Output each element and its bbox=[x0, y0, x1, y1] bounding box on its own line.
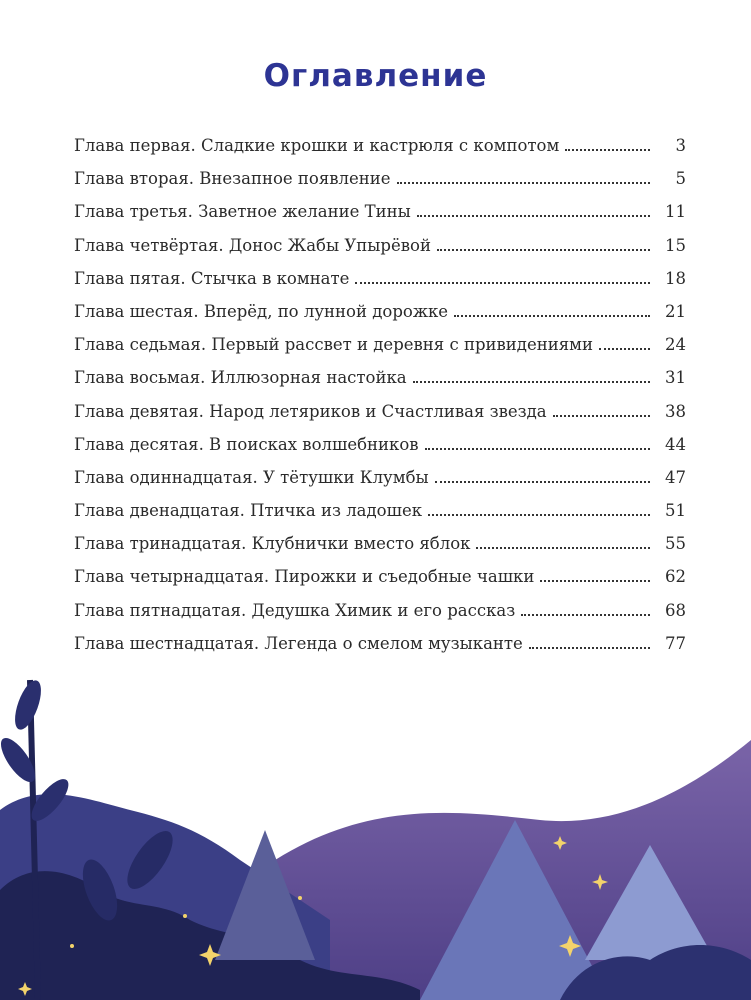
dot-leader bbox=[397, 180, 650, 184]
toc-page-number: 11 bbox=[665, 202, 686, 222]
star bbox=[183, 914, 187, 918]
toc-entry-title: Глава пятнадцатая. Дедушка Химик и его рассказ bbox=[74, 600, 516, 620]
dot-leader bbox=[553, 413, 650, 417]
dot-leader bbox=[565, 147, 650, 151]
toc-entry[interactable] bbox=[74, 534, 686, 567]
toc-entry-title: Глава девятая. Народ летяриков и Счастливая звезда bbox=[74, 401, 547, 421]
toc-entry[interactable] bbox=[74, 169, 686, 202]
toc-entry[interactable] bbox=[74, 302, 686, 335]
dot-leader bbox=[454, 313, 650, 317]
toc-entry-title: Глава пятая. Стычка в комнате bbox=[74, 268, 350, 288]
dot-leader bbox=[540, 578, 650, 582]
toc-page-number: 31 bbox=[665, 368, 686, 388]
dot-leader bbox=[521, 612, 650, 616]
toc-entry[interactable] bbox=[74, 468, 686, 501]
toc-page-number: 24 bbox=[665, 335, 686, 355]
toc-page-number: 62 bbox=[665, 567, 686, 587]
toc-entry[interactable] bbox=[74, 402, 686, 435]
toc-page-number: 55 bbox=[665, 534, 686, 554]
toc-entry-title: Глава третья. Заветное желание Тины bbox=[74, 202, 411, 222]
toc-entry-title: Глава шестая. Вперёд, по лунной дорожке bbox=[74, 301, 449, 321]
toc-page-number: 5 bbox=[675, 169, 686, 189]
toc-entry[interactable] bbox=[74, 269, 686, 302]
dot-leader bbox=[425, 446, 650, 450]
toc-page-number: 15 bbox=[665, 235, 686, 255]
toc-page-number: 3 bbox=[675, 136, 686, 155]
toc-entry[interactable] bbox=[74, 501, 686, 534]
toc-entry[interactable] bbox=[74, 136, 686, 169]
toc-page-number: 44 bbox=[665, 434, 686, 454]
toc-entry-title: Глава одиннадцатая. У тётушки Клумбы bbox=[74, 467, 429, 487]
toc-page-number: 18 bbox=[665, 268, 686, 288]
toc-page-number: 77 bbox=[665, 633, 686, 653]
toc-page-number: 21 bbox=[665, 301, 686, 321]
toc-entry-title: Глава седьмая. Первый рассвет и деревня с привидениями bbox=[74, 335, 593, 355]
page-title: Оглавление bbox=[263, 58, 488, 94]
toc-page-number: 68 bbox=[665, 600, 686, 620]
toc-entry-title: Глава тринадцатая. Клубнички вместо яблок bbox=[74, 534, 471, 554]
table-of-contents bbox=[74, 136, 686, 667]
toc-page-number: 47 bbox=[665, 467, 686, 487]
toc-entry[interactable] bbox=[74, 335, 686, 368]
toc-entry[interactable] bbox=[74, 202, 686, 235]
leaf bbox=[10, 677, 47, 733]
toc-entry[interactable] bbox=[74, 601, 686, 634]
toc-entry[interactable] bbox=[74, 435, 686, 468]
toc-entry-title: Глава десятая. В поисках волшебников bbox=[74, 434, 419, 454]
dot-leader bbox=[355, 280, 650, 284]
toc-entry-title: Глава шестнадцатая. Легенда о смелом музыканте bbox=[74, 633, 523, 653]
star bbox=[70, 944, 74, 948]
dot-leader bbox=[428, 512, 650, 516]
night-landscape-illustration bbox=[0, 660, 751, 1000]
toc-entry-title: Глава первая. Сладкие крошки и кастрюля с компотом bbox=[74, 136, 560, 155]
dot-leader bbox=[437, 247, 650, 251]
star bbox=[298, 896, 302, 900]
dot-leader bbox=[417, 213, 650, 217]
toc-entry-title: Глава восьмая. Иллюзорная настойка bbox=[74, 368, 407, 388]
toc-entry[interactable] bbox=[74, 236, 686, 269]
toc-page-number: 51 bbox=[665, 501, 686, 521]
toc-entry[interactable] bbox=[74, 567, 686, 600]
toc-entry-title: Глава двенадцатая. Птичка из ладошек bbox=[74, 501, 423, 521]
toc-entry-title: Глава вторая. Внезапное появление bbox=[74, 169, 391, 189]
toc-entry-title: Глава четырнадцатая. Пирожки и съедобные чашки bbox=[74, 567, 535, 587]
dot-leader bbox=[529, 645, 650, 649]
toc-entry-title: Глава четвёртая. Донос Жабы Упырёвой bbox=[74, 235, 431, 255]
dot-leader bbox=[435, 479, 650, 483]
toc-entry[interactable] bbox=[74, 368, 686, 401]
toc-page-number: 38 bbox=[665, 401, 686, 421]
dot-leader bbox=[413, 379, 650, 383]
dot-leader bbox=[599, 346, 650, 350]
dot-leader bbox=[476, 545, 650, 549]
